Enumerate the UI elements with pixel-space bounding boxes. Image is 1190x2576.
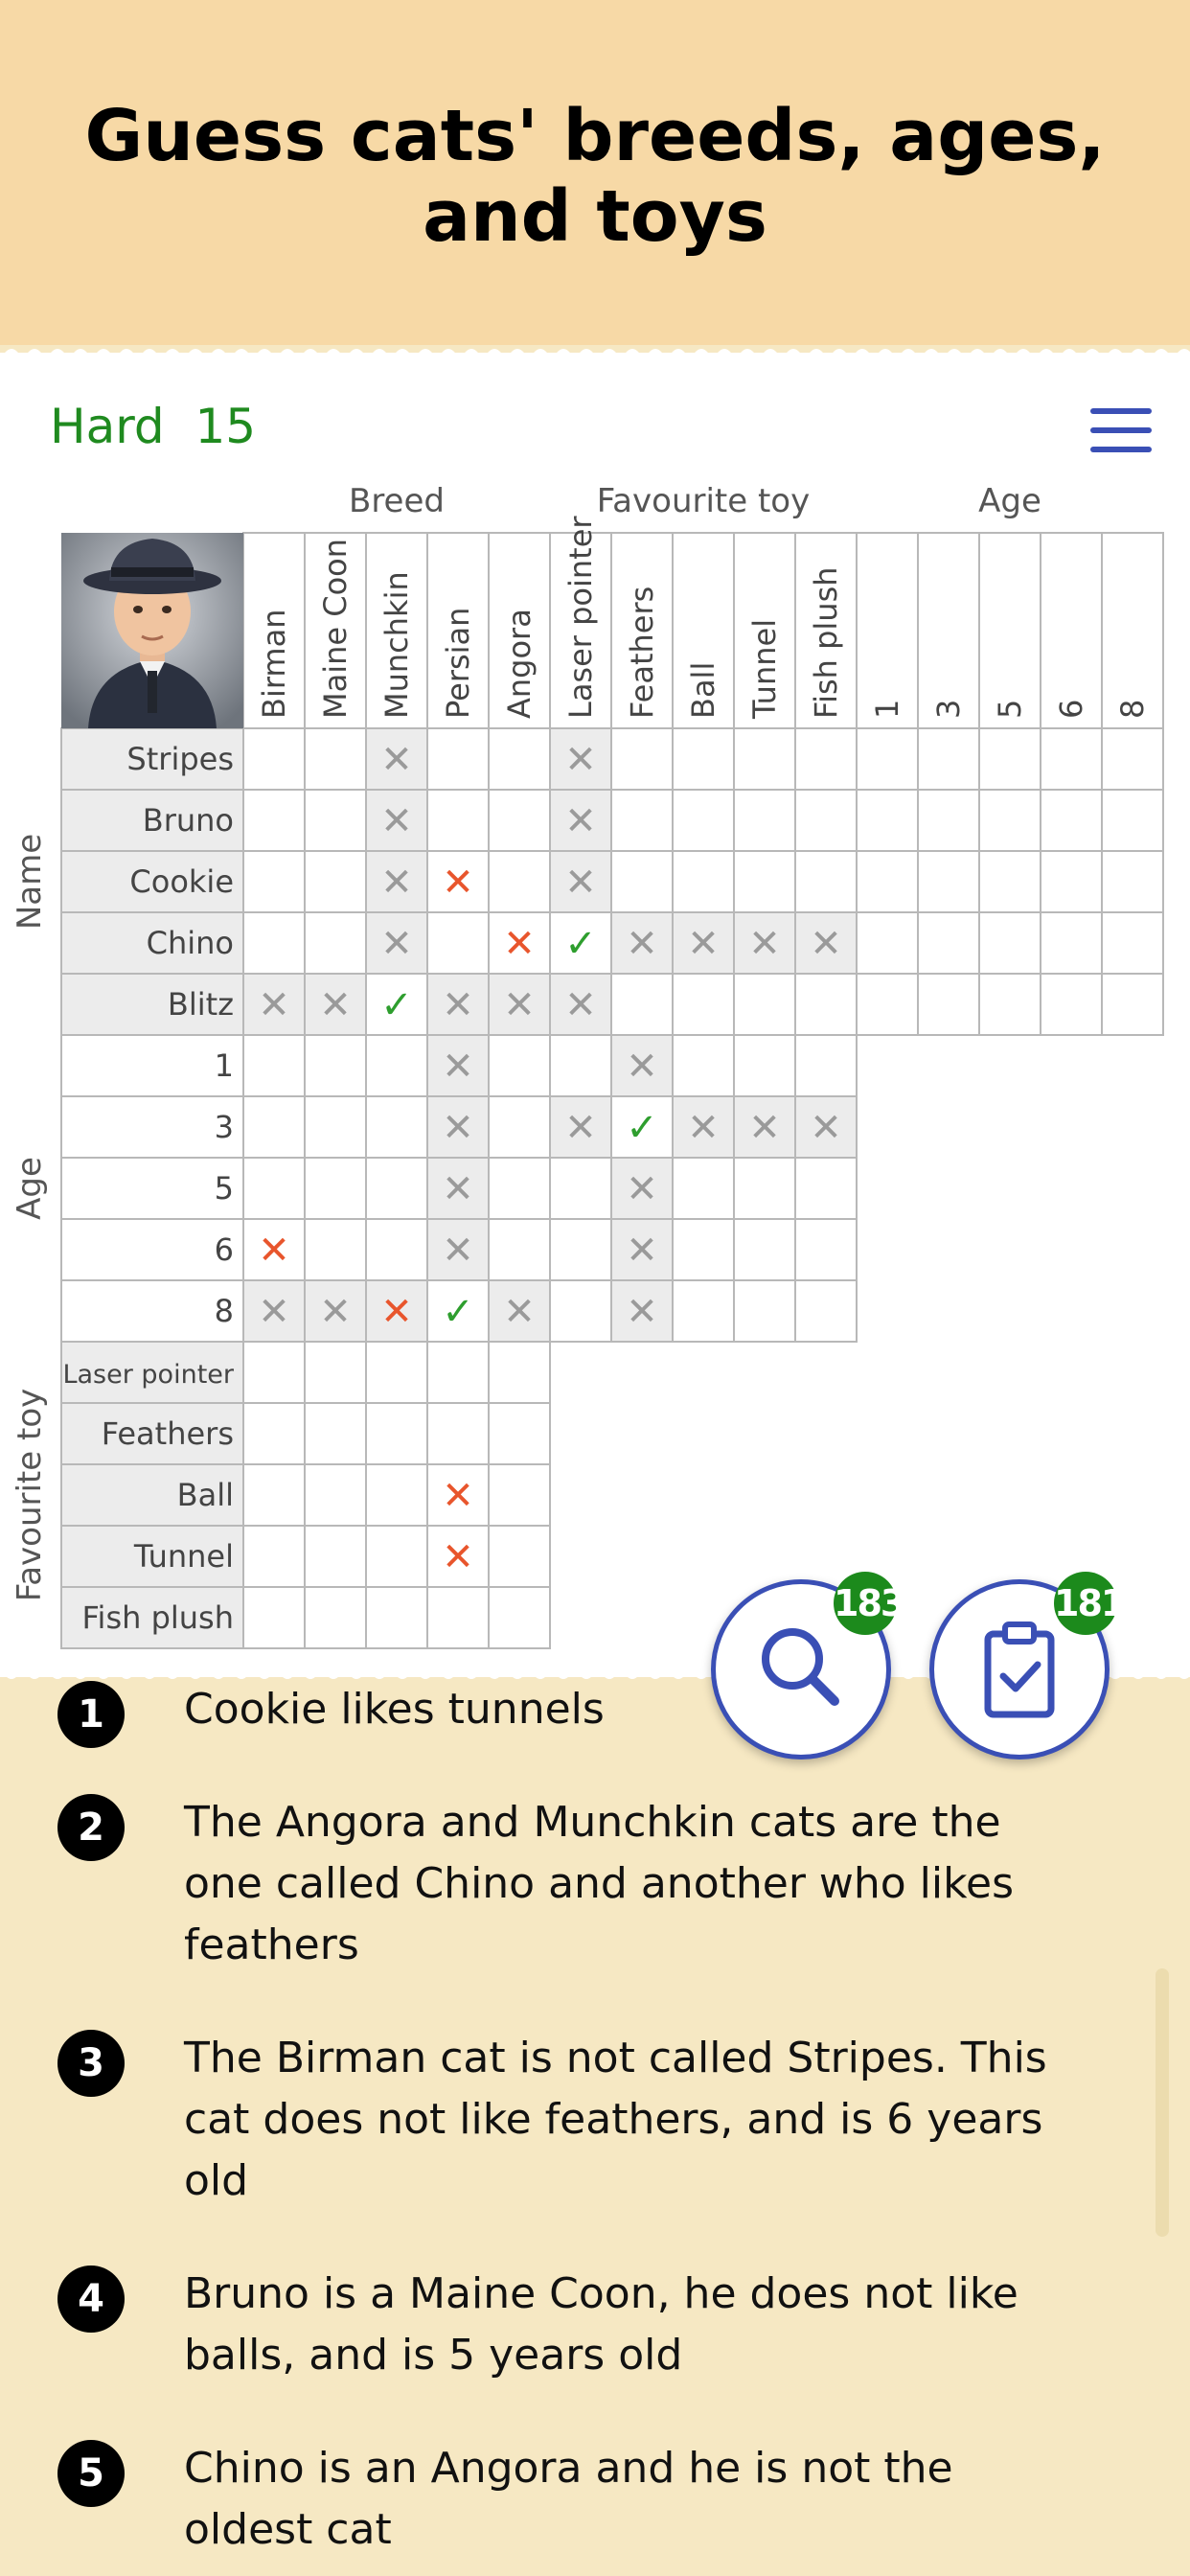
grid-cell[interactable] <box>550 1280 611 1342</box>
grid-cell[interactable] <box>734 851 795 912</box>
grid-cell[interactable] <box>489 851 550 912</box>
cross-mark: ✕ <box>564 1106 597 1150</box>
cross-mark: ✕ <box>442 1106 474 1150</box>
grid-cell[interactable] <box>795 974 857 1035</box>
grid-cell[interactable] <box>795 728 857 790</box>
cross-mark: ✕ <box>503 1290 536 1334</box>
grid-cell[interactable] <box>1102 974 1163 1035</box>
check-mark: ✓ <box>442 1290 474 1334</box>
cross-mark: ✕ <box>810 1106 842 1150</box>
grid-cell[interactable] <box>979 851 1041 912</box>
cross-mark: ✕ <box>687 1106 720 1150</box>
grid-cell[interactable] <box>489 1158 550 1219</box>
grid-cell[interactable] <box>489 790 550 851</box>
row-header: Cookie <box>129 863 234 900</box>
grid-cell[interactable] <box>305 1587 366 1648</box>
grid-cell[interactable] <box>979 974 1041 1035</box>
grid-cell[interactable] <box>427 790 489 851</box>
clue-text: Bruno is a Maine Coon, he does not like balls, and is 5 years old <box>184 2269 1018 2380</box>
grid-cell[interactable] <box>366 1096 427 1158</box>
cross-mark: ✕ <box>810 922 842 966</box>
cross-mark: ✕ <box>748 922 781 966</box>
grid-cell[interactable] <box>243 728 305 790</box>
difficulty-label: Hard <box>50 399 165 454</box>
grid-cell[interactable] <box>857 851 918 912</box>
grid-cell[interactable] <box>673 728 734 790</box>
check-mark: ✓ <box>564 922 597 966</box>
grid-cell[interactable] <box>243 1464 305 1526</box>
row-header: 6 <box>214 1231 234 1268</box>
grid-cell[interactable] <box>305 851 366 912</box>
grid-cell[interactable] <box>1041 790 1102 851</box>
grid-cell[interactable] <box>734 974 795 1035</box>
grid-cell[interactable] <box>243 1096 305 1158</box>
grid-cell[interactable] <box>673 974 734 1035</box>
group-label-toy: Favourite toy <box>596 482 811 520</box>
group-label-toy-rows: Favourite toy <box>11 1388 49 1602</box>
row-header: Chino <box>146 925 234 961</box>
grid-cell[interactable] <box>489 1464 550 1526</box>
grid-cell[interactable] <box>673 1035 734 1096</box>
grid-cell[interactable] <box>734 1035 795 1096</box>
grid-cell[interactable] <box>305 1158 366 1219</box>
grid-cell[interactable] <box>734 1280 795 1342</box>
level-number: 15 <box>195 399 257 454</box>
grid-cell[interactable] <box>243 912 305 974</box>
cross-mark: ✕ <box>626 1290 658 1334</box>
column-header: 8 <box>1114 699 1151 719</box>
grid-cell[interactable] <box>427 1342 489 1403</box>
grid-cell[interactable] <box>1041 851 1102 912</box>
grid-cell[interactable] <box>366 1342 427 1403</box>
clue-number: 4 <box>57 2266 125 2333</box>
grid-cell[interactable] <box>979 912 1041 974</box>
cross-mark: ✕ <box>258 1229 290 1273</box>
cross-mark: ✕ <box>564 861 597 905</box>
cross-mark: ✕ <box>380 861 413 905</box>
clue-number: 5 <box>57 2440 125 2507</box>
grid-cell[interactable] <box>243 1158 305 1219</box>
cross-mark: ✕ <box>564 799 597 843</box>
grid-cell[interactable] <box>795 1158 857 1219</box>
grid-cell[interactable] <box>673 1219 734 1280</box>
grid-cell[interactable] <box>305 912 366 974</box>
cross-mark: ✕ <box>626 1229 658 1273</box>
grid-cell[interactable] <box>857 728 918 790</box>
column-header: Birman <box>256 609 292 719</box>
grid-cell[interactable] <box>1041 912 1102 974</box>
grid-cell[interactable] <box>489 728 550 790</box>
grid-cell[interactable] <box>243 1035 305 1096</box>
grid-cell[interactable] <box>918 728 979 790</box>
cross-mark: ✕ <box>442 1229 474 1273</box>
grid-cell[interactable] <box>305 1035 366 1096</box>
column-header: Ball <box>685 661 721 719</box>
row-header: 3 <box>214 1109 234 1145</box>
grid-cell[interactable] <box>795 1219 857 1280</box>
row-header: 5 <box>214 1170 234 1207</box>
column-header: Persian <box>440 607 476 719</box>
cross-mark: ✕ <box>626 1045 658 1089</box>
grid-cell[interactable] <box>305 1526 366 1587</box>
grid-cell[interactable] <box>1102 790 1163 851</box>
row-header: Laser pointer <box>62 1360 234 1390</box>
grid-cell[interactable] <box>489 1096 550 1158</box>
grid-cell[interactable] <box>427 728 489 790</box>
grid-cell[interactable] <box>550 1219 611 1280</box>
grid-cell[interactable] <box>305 1403 366 1464</box>
clue-text: Chino is an Angora and he is not the oldest cat <box>184 2444 953 2554</box>
grid-cell[interactable] <box>611 974 673 1035</box>
grid-cell[interactable] <box>489 1526 550 1587</box>
column-header: 3 <box>930 699 967 719</box>
group-label-breed: Breed <box>349 482 445 520</box>
row-header: Tunnel <box>133 1538 234 1575</box>
grid-cell[interactable] <box>979 790 1041 851</box>
cross-mark: ✕ <box>258 1290 290 1334</box>
cross-mark: ✕ <box>380 1290 413 1334</box>
cross-mark: ✕ <box>626 1167 658 1211</box>
grid-cell[interactable] <box>550 1035 611 1096</box>
cross-mark: ✕ <box>503 922 536 966</box>
grid-cell[interactable] <box>305 1096 366 1158</box>
row-header: Bruno <box>142 802 234 839</box>
cross-mark: ✕ <box>380 738 413 782</box>
grid-cell[interactable] <box>366 1035 427 1096</box>
grid-cell[interactable] <box>243 1587 305 1648</box>
grid-cell[interactable] <box>243 1342 305 1403</box>
row-header: Stripes <box>126 741 234 777</box>
grid-cell[interactable] <box>489 1219 550 1280</box>
grid-cell[interactable] <box>734 1219 795 1280</box>
grid-cell[interactable] <box>243 851 305 912</box>
clue-text: The Angora and Munchkin cats are the one called Chino and another who likes feathers <box>184 1798 1015 1969</box>
grid-cell[interactable] <box>427 1403 489 1464</box>
cross-mark: ✕ <box>319 1290 352 1334</box>
grid-cell[interactable] <box>305 1464 366 1526</box>
grid-cell[interactable] <box>857 974 918 1035</box>
clue-text: The Birman cat is not called Stripes. This cat does not like feathers, and is 6 years old <box>184 2034 1047 2205</box>
cross-mark: ✕ <box>380 922 413 966</box>
cross-mark: ✕ <box>442 1474 474 1518</box>
group-label-age-rows: Age <box>11 1157 49 1220</box>
clue-number: 3 <box>57 2030 125 2097</box>
column-header: Munchkin <box>378 571 415 719</box>
grid-cell[interactable] <box>366 1464 427 1526</box>
grid-cell[interactable] <box>366 1219 427 1280</box>
cross-mark: ✕ <box>442 1167 474 1211</box>
group-label-name: Name <box>11 833 49 931</box>
column-header: Fish plush <box>808 566 844 719</box>
grid-cell[interactable] <box>1102 912 1163 974</box>
check-mark: ✓ <box>380 983 413 1027</box>
column-header: 6 <box>1053 699 1089 719</box>
cross-mark: ✕ <box>503 983 536 1027</box>
grid-cell[interactable] <box>489 1342 550 1403</box>
grid-cell[interactable] <box>795 851 857 912</box>
grid-cell[interactable] <box>611 790 673 851</box>
row-header: Blitz <box>167 986 234 1023</box>
cross-mark: ✕ <box>748 1106 781 1150</box>
row-header: 1 <box>214 1047 234 1084</box>
grid-cell[interactable] <box>611 728 673 790</box>
clue-number: 1 <box>57 1681 125 1748</box>
scrollbar[interactable] <box>1156 1968 1169 2237</box>
grid-cell[interactable] <box>305 728 366 790</box>
cross-mark: ✕ <box>319 983 352 1027</box>
grid-cell[interactable] <box>1041 728 1102 790</box>
grid-cell[interactable] <box>979 728 1041 790</box>
grid-cell[interactable] <box>366 1587 427 1648</box>
column-header: Laser pointer <box>562 516 599 719</box>
grid-cell[interactable] <box>673 790 734 851</box>
grid-cell[interactable] <box>918 790 979 851</box>
grid-cell[interactable] <box>795 1280 857 1342</box>
hint-count-badge: 183 <box>834 1572 897 1635</box>
cross-mark: ✕ <box>258 983 290 1027</box>
cross-mark: ✕ <box>442 861 474 905</box>
column-header: 5 <box>992 699 1028 719</box>
grid-cell[interactable] <box>795 790 857 851</box>
grid-cell[interactable] <box>305 1219 366 1280</box>
detective-avatar <box>61 533 243 728</box>
cross-mark: ✕ <box>380 799 413 843</box>
grid-cell[interactable] <box>489 1403 550 1464</box>
grid-cell[interactable] <box>611 851 673 912</box>
column-header: Feathers <box>624 586 660 719</box>
grid-cell[interactable] <box>734 728 795 790</box>
column-header: Angora <box>501 609 538 719</box>
grid-cell[interactable] <box>550 1158 611 1219</box>
row-header: Ball <box>176 1477 234 1513</box>
grid-cell[interactable] <box>243 790 305 851</box>
grid-cell[interactable] <box>918 912 979 974</box>
cross-mark: ✕ <box>442 1535 474 1579</box>
check-mark: ✓ <box>626 1106 658 1150</box>
grid-cell[interactable] <box>243 1403 305 1464</box>
grid-cell[interactable] <box>366 1403 427 1464</box>
column-header: Maine Coon <box>317 538 354 719</box>
cross-mark: ✕ <box>626 922 658 966</box>
row-header: Feathers <box>101 1415 234 1452</box>
grid-cell[interactable] <box>489 1035 550 1096</box>
row-header: 8 <box>214 1293 234 1329</box>
grid-cell[interactable] <box>734 790 795 851</box>
cross-mark: ✕ <box>687 922 720 966</box>
column-header: 1 <box>869 699 905 719</box>
grid-cell[interactable] <box>857 790 918 851</box>
column-header: Tunnel <box>746 618 783 719</box>
grid-cell[interactable] <box>673 1158 734 1219</box>
grid-cell[interactable] <box>1102 851 1163 912</box>
row-header: Fish plush <box>81 1599 234 1636</box>
grid-cell[interactable] <box>427 912 489 974</box>
cross-mark: ✕ <box>564 983 597 1027</box>
grid-cell[interactable] <box>673 1280 734 1342</box>
clue-text: Cookie likes tunnels <box>184 1685 605 1734</box>
grid-cell[interactable] <box>366 1158 427 1219</box>
grid-cell[interactable] <box>305 790 366 851</box>
cross-mark: ✕ <box>442 1045 474 1089</box>
grid-cell[interactable] <box>243 1526 305 1587</box>
grid-cell[interactable] <box>857 912 918 974</box>
grid-cell[interactable] <box>1041 974 1102 1035</box>
grid-cell[interactable] <box>734 1158 795 1219</box>
grid-cell[interactable] <box>366 1526 427 1587</box>
check-count-badge: 181 <box>1054 1572 1117 1635</box>
group-label-age: Age <box>978 482 1041 520</box>
clue-number: 2 <box>57 1794 125 1861</box>
grid-cell[interactable] <box>489 1587 550 1648</box>
page-title: Guess cats' breeds, ages, and toys <box>84 95 1106 258</box>
grid-cell[interactable] <box>673 851 734 912</box>
cross-mark: ✕ <box>564 738 597 782</box>
grid-cell[interactable] <box>305 1342 366 1403</box>
grid-cell[interactable] <box>918 851 979 912</box>
grid-cell[interactable] <box>427 1587 489 1648</box>
grid-cell[interactable] <box>918 974 979 1035</box>
grid-cell[interactable] <box>795 1035 857 1096</box>
cross-mark: ✕ <box>442 983 474 1027</box>
grid-cell[interactable] <box>1102 728 1163 790</box>
